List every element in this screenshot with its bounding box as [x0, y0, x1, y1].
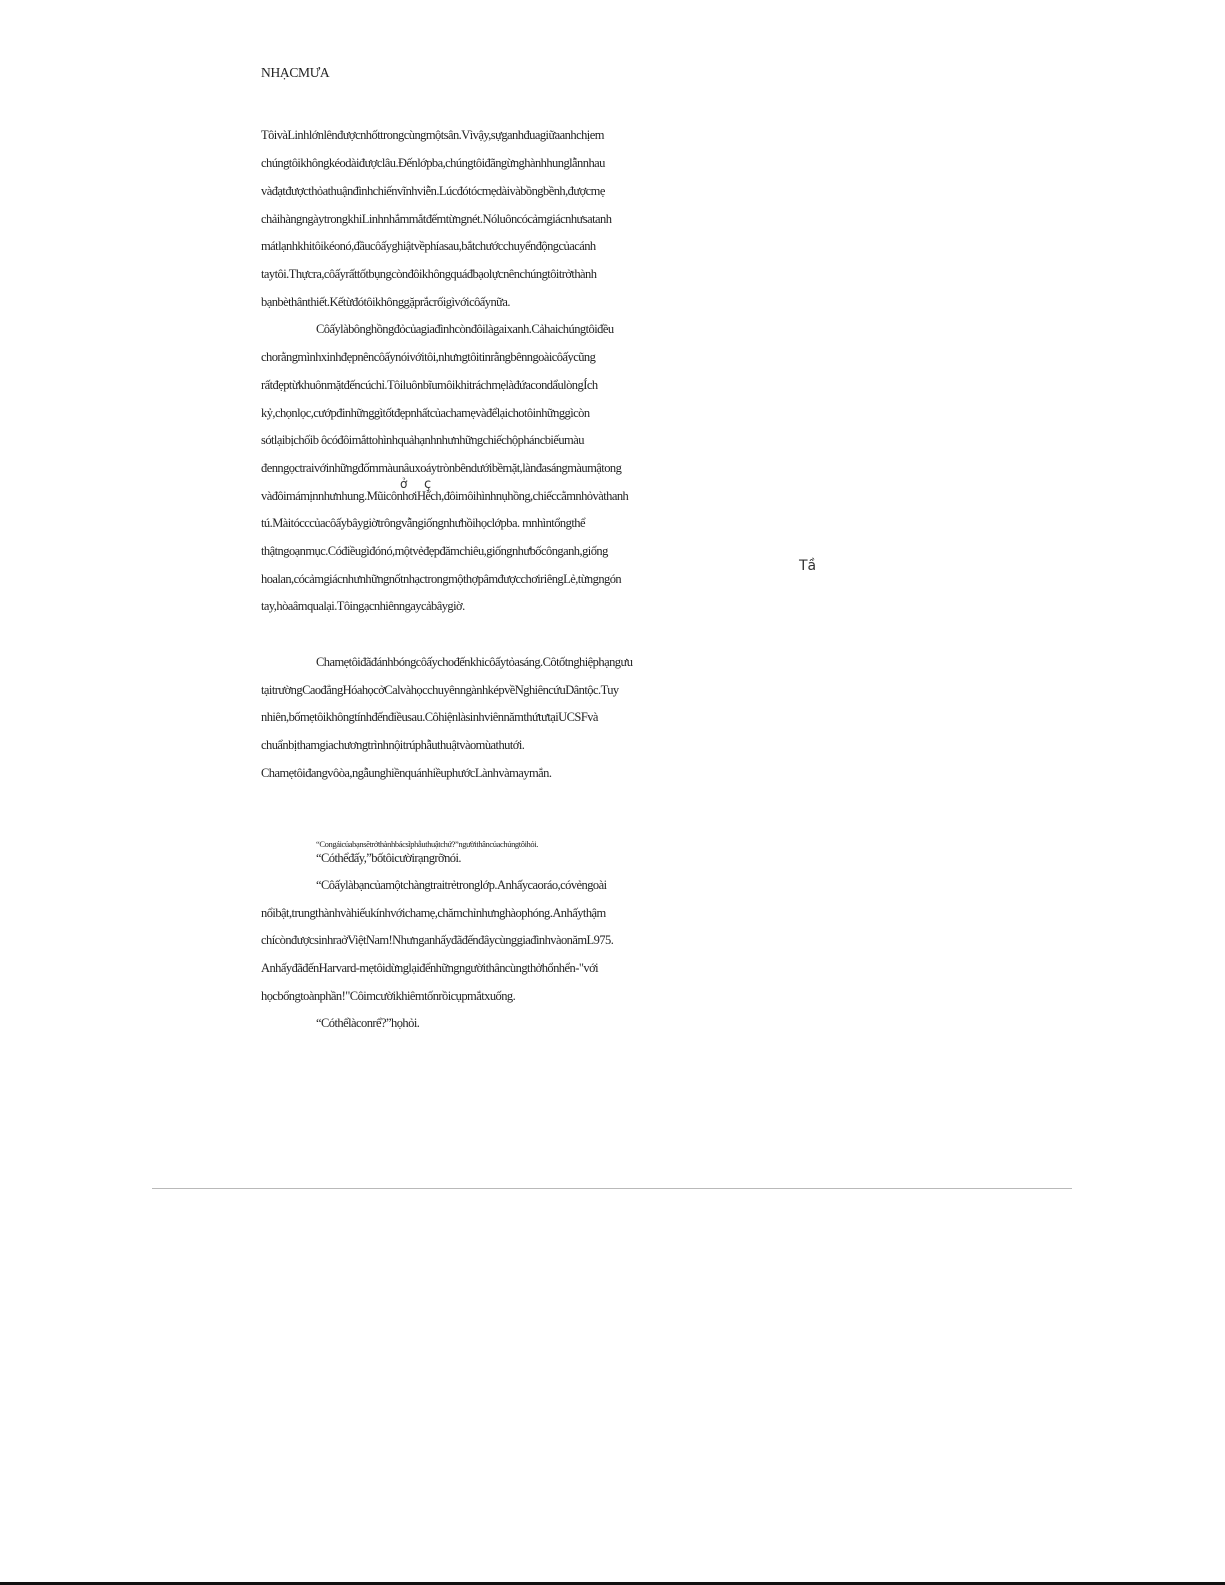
text-line: sótlạibịchốib ôcóđôimắttohìnhquảhạnhnhưnhữngchiếchộpháncbiếumàu [261, 433, 584, 447]
stray-glyph: ở [400, 477, 408, 491]
text-line: vàđôimámịnnhưnhung.MũicônhơiHếch,đôimôihìnhnụhồng,chiếccằmnhỏvàthanh [261, 489, 629, 503]
text-line: “Cóthểđấy,”bốtôicườirạngrỡnói. [316, 851, 461, 865]
text-line: taytôi.Thựcra,côấyrấttốtbụngcònđôikhôngquáđbạolựcnênchúngtôitrởthành [261, 267, 597, 281]
text-line: hoalan,cócảmgiácnhưnhữngnốtnhạctrongmộthợpâmđượcchơiriêngLẻ,từngngón [261, 572, 622, 586]
text-line: vàđạtđượcthỏathuậnđìnhchiếnvĩnhviễn.Lúcđótócmẹdàivàbồngbềnh,đượcmẹ [261, 184, 605, 198]
text-line: thậtngoạnmục.Cóđiềugìđónó,mộtvẻđẹpđămchiêu,giốngnhưbốcônganh,giống [261, 544, 608, 558]
document-title: NHẠCMƯA [261, 65, 330, 80]
text-line: tạitrườngCaođẳngHóahọcởCalvàhọcchuyênngànhképvềNghiêncứuDântộc.Tuy [261, 683, 619, 697]
text-line: bạnbèthânthiết.Kếtừđótôikhônggặprắcrốigìvớicôấynữa. [261, 295, 510, 309]
stray-glyph: Tầ [799, 558, 817, 574]
text-line: rấtđẹptừkhuônmặtđếncúchỉ.TôiluônbĩumôikhitráchmẹlàđứacondẩulòngÍch [261, 378, 598, 392]
text-line: chorằngmìnhxinhđẹpnêncôấynóivớitôi,nhưngtôitinrằngbênngoàicôấycũng [261, 350, 596, 364]
text-line: chícònđượcsinhraởViệtNam!NhưnganhấyđãđếnđâycùnggiađìnhvàonămL975. [261, 933, 614, 947]
text-line: họcbổngtoànphần!"Côimcườikhiêmtốnrồicụpmắtxuống. [261, 989, 516, 1003]
text-line: Chamẹtôiđãđánhbóngcôấychođếnkhicôấytỏasáng.Côtốtnghiệphạngưu [316, 655, 633, 669]
text-line: tú.Màitócccủacôấybâygiờtrôngvẫngiốngnhưhồihọclớpba. mnhìntổngthể [261, 516, 585, 530]
stray-glyph: ç [424, 477, 432, 492]
text-line: đenngọctraivớinhữngđốmmàunâuxoáytrònbêndướibềmặt,lànđasángmàumậtong [261, 461, 622, 475]
text-line: “Cóthểlàconrể?”họhỏi. [316, 1016, 420, 1030]
page-divider [152, 1188, 1072, 1189]
text-line: Côấylàbônghồngđỏcủagiađìnhcònđôilàgaixanh.Cảhaichúngtôiđều [316, 322, 614, 336]
text-line: chuẩnbịthamgiachươngtrìnhnộitrúphẫuthuậtvàomùathutới. [261, 738, 525, 752]
text-line: nhiên,bốmẹtôikhôngtínhđếnđiềusau.CôhiệnlàsinhviênnămthứtưtạiUCSFvà [261, 710, 598, 724]
text-line: nổibật,trungthànhvàhiếukínhvớichamẹ,chămchỉnhưnghàophóng.Anhấythậm [261, 906, 606, 920]
text-line: chúngtôikhôngkéodàiđượclâu.Đếnlớpba,chúngtôiđãngừnghànhhunglẫnnhau [261, 156, 605, 170]
text-line: Chamẹtôiđangvôòa,ngẫunghiềnquánhiềuphướcLànhvàmaymắn. [261, 766, 552, 780]
text-line: mátlạnhkhitôikéonó,đầucôấyghiậtvềphíasau,bắtchướcchuyểnđộngcủacánh [261, 239, 596, 253]
text-line: “Côấylàbạncủamộtchàngtraitrẻtronglớp.Anhấycaoráo,cóvẻngoài [316, 878, 607, 892]
text-line: TôivàLinhlớnlênđượcnhốttrongcùngmộtsân.Vìvậy,sựganhđuagiữaanhchịem [261, 128, 604, 142]
text-line: “Congáicủabạnsẽtrởthànhbácsĩphẫuthuậtchứ?”ngườithâncủachúngtôihỏi. [316, 839, 538, 849]
text-line: kỷ,chọnlọc,cướpđinhữnggìtốtđẹpnhấtcủachamẹvàđểlạichotôinhữnggìcòn [261, 406, 590, 420]
text-line: AnhấyđãđếnHarvard-mẹtôidừnglạiđểnhữngngườithâncùngthởhổnhển-"với [261, 961, 599, 975]
text-line: tay,hòaâmqualại.Tôingạcnhiênngaycảbâygiờ. [261, 599, 465, 613]
text-line: chảihàngngàytrongkhiLinhnhắmmắtđếmtừngnét.Nóluôncócảmgiácnhưsatanh [261, 212, 612, 226]
